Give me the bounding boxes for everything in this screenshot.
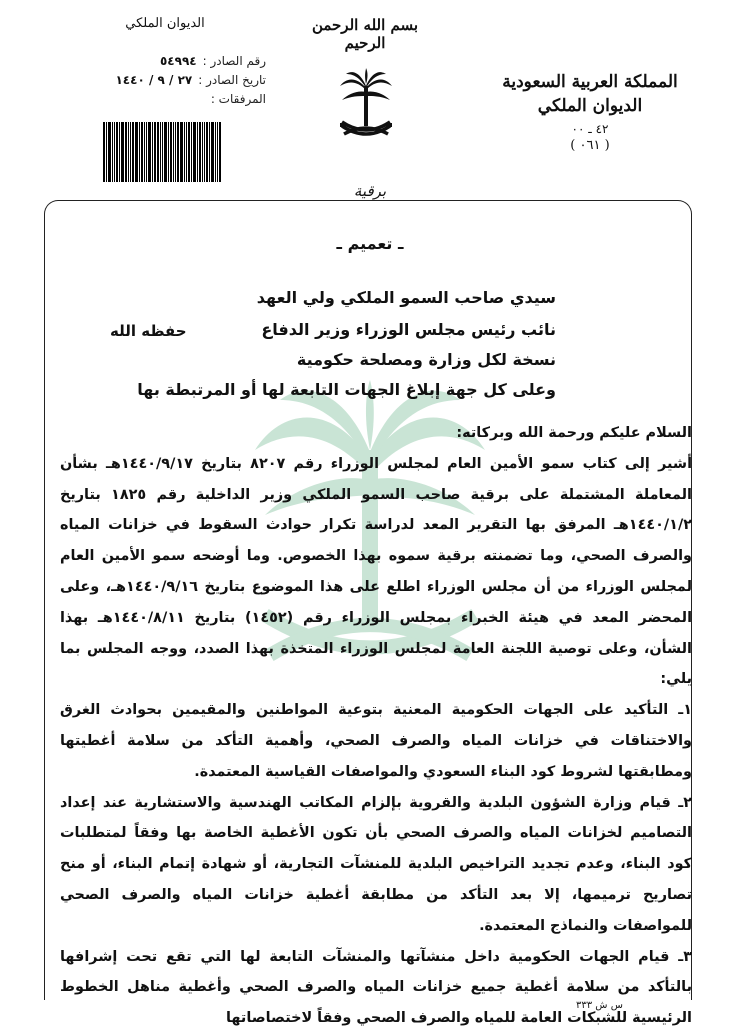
barcode-bar — [139, 122, 140, 182]
ref-date-value: ٢٧ / ٩ / ١٤٤٠ — [115, 73, 193, 87]
item-2: ٢ـ قيام وزارة الشؤون البلدية والقروية بإلزام المكاتب الهندسية والاستشارية عند إعداد التصاميم لخزانات المياه والصرف الصحي بأن تكون الأغطية الخاصة بها وفقاً لمتطلبات كود البناء، وعدم تجديد التراخيص البلدية للمنشآت التجارية، أو شهادة إتمام البناء، أو منح تصاريح ترميمها، إلا بعد التأكد من مطابقة أغطية خزانات المياه والصرف الصحي للمواصفات والنماذج المعتمدة. — [60, 794, 692, 934]
top-left-heading: الديوان الملكي — [125, 16, 205, 31]
barcode-bar — [125, 122, 127, 182]
barcode-bar — [119, 122, 120, 182]
barcode-bar — [206, 122, 208, 182]
honorific: حفظه الله — [110, 322, 187, 340]
barcode-bar — [173, 122, 174, 182]
addressee-line-2: نائب رئيس مجلس الوزراء وزير الدفاع — [261, 320, 556, 339]
barcode-bar — [177, 122, 179, 182]
barcode-bar — [217, 122, 218, 182]
barcode-bar — [154, 122, 156, 182]
barcode-bar — [188, 122, 190, 182]
basmala: بسم الله الرحمن الرحيم — [311, 16, 419, 52]
barcode-bar — [160, 122, 161, 182]
barcode-bar — [164, 122, 167, 182]
diwan-name: الديوان الملكي — [537, 96, 643, 116]
barcode-bar — [162, 122, 163, 182]
barcode-bar — [170, 122, 172, 182]
barcode-bar — [202, 122, 203, 182]
barcode-bar — [157, 122, 159, 182]
letter-body — [60, 418, 692, 1034]
barcode-bar — [132, 122, 134, 182]
office-code-2: ( ٠٦١ ) — [570, 138, 610, 153]
barcode-bar — [191, 122, 192, 182]
barcode-bar — [199, 122, 201, 182]
barcode-bar — [211, 122, 214, 182]
barcode-bar — [148, 122, 151, 182]
palm-swords-emblem-icon — [338, 68, 394, 148]
barcode-bar — [215, 122, 216, 182]
barcode-bar — [103, 122, 105, 182]
barcode-bar — [116, 122, 118, 182]
barcode-bar — [152, 122, 153, 182]
circular-title: ـ تعميم ـ — [336, 234, 404, 253]
barcode-bar — [184, 122, 185, 182]
ref-date-label: تاريخ الصادر : — [198, 73, 266, 87]
addressee-line-1: سيدي صاحب السمو الملكي ولي العهد — [256, 288, 556, 307]
barcode-bar — [209, 122, 210, 182]
reference-block — [96, 52, 266, 109]
barcode-bar — [186, 122, 187, 182]
barcode-bar — [146, 122, 147, 182]
barcode-bar — [121, 122, 124, 182]
addressee-line-3: نسخة لكل وزارة ومصلحة حكومية — [296, 350, 556, 369]
attachments-row — [96, 90, 266, 109]
kingdom-header — [500, 72, 680, 153]
barcode-bar — [219, 122, 221, 182]
barcode-bar — [135, 122, 138, 182]
barcode-bar — [141, 122, 143, 182]
barcode-bar — [128, 122, 129, 182]
barcode-bar — [197, 122, 198, 182]
paragraph-1: أشير إلى كتاب سمو الأمين العام لمجلس الوزراء رقم ٨٢٠٧ بتاريخ ١٤٤٠/٩/١٧هـ بشأن المعاملة المشتملة على برقية صاحب السمو الملكي وزير الداخلية رقم ١٨٢٥ بتاريخ ١٤٤٠/١/٢هـ المرفق بها التقرير المعد لدراسة تكرار حوادث السقوط في خزانات المياه والصرف الصحي، وما تضمنته برقية سموه بهذا الخصوص. وما أوضحه سمو الأمين العام لمجلس الوزراء من أن مجلس الوزراء اطلع على هذا الموضوع بتاريخ ١٤٤٠/٩/١٦هـ، وعلى المحضر المعد في هيئة الخبراء بمجلس الوزراء رقم (١٤٥٢) بتاريخ ١٤٤٠/٨/١١هـ بهذا الشأن، وعلى توصية اللجنة العامة لمجلس الوزراء المتخذة بهذا الصدد، ووجه المجلس بما يلي: — [60, 455, 693, 688]
barcode-bar — [106, 122, 107, 182]
barcode-bar — [112, 122, 113, 182]
barcode-bar — [180, 122, 183, 182]
item-1: ١ـ التأكيد على الجهات الحكومية المعنية بتوعية المواطنين والمقيمين بحوادث الغرق والاختناقات في خزانات المياه والصرف الصحي، وأهمية التأكد من سلامة أغطيتها ومطابقتها لشروط كود البناء السعودي والمواصفات القياسية المعتمدة. — [60, 702, 692, 780]
barcode-bar — [144, 122, 145, 182]
barcode-bar — [108, 122, 111, 182]
barcode-bar — [114, 122, 115, 182]
office-code-1: ٤٢ ـ ٠٠ — [571, 122, 609, 136]
ref-number-row — [96, 52, 266, 71]
barcode-icon — [103, 118, 253, 182]
item-3: ٣ـ قيام الجهات الحكومية داخل منشآتها والمنشآت التابعة لها التي تقع تحت إشرافها بالتأكد من سلامة أغطية جميع خزانات المياه والصرف الصحي وأغطية مناهل الخطوط الرئيسية للشبكات العامة للمياه والصرف الصحي وفقاً لاختصاصاتها — [60, 948, 692, 1027]
barcode-bar — [168, 122, 169, 182]
ref-date-row — [96, 71, 266, 90]
footer-code: س ش ٣٣٣ — [576, 1000, 623, 1011]
ref-number-label: رقم الصادر : — [202, 54, 266, 68]
barcode-bar — [204, 122, 205, 182]
addressee-line-4: وعلى كل جهة إبلاغ الجهات التابعة لها أو المرتبطة بها — [137, 380, 556, 399]
attachments-label: المرفقات : — [210, 92, 266, 106]
document-type: برقية — [353, 182, 387, 200]
greeting: السلام عليكم ورحمة الله وبركاته: — [456, 425, 692, 441]
barcode-bar — [193, 122, 196, 182]
barcode-bar — [130, 122, 131, 182]
ref-number-value: ٥٤٩٩٤ — [159, 54, 197, 68]
kingdom-name: المملكة العربية السعودية — [502, 72, 678, 92]
barcode-bar — [175, 122, 176, 182]
